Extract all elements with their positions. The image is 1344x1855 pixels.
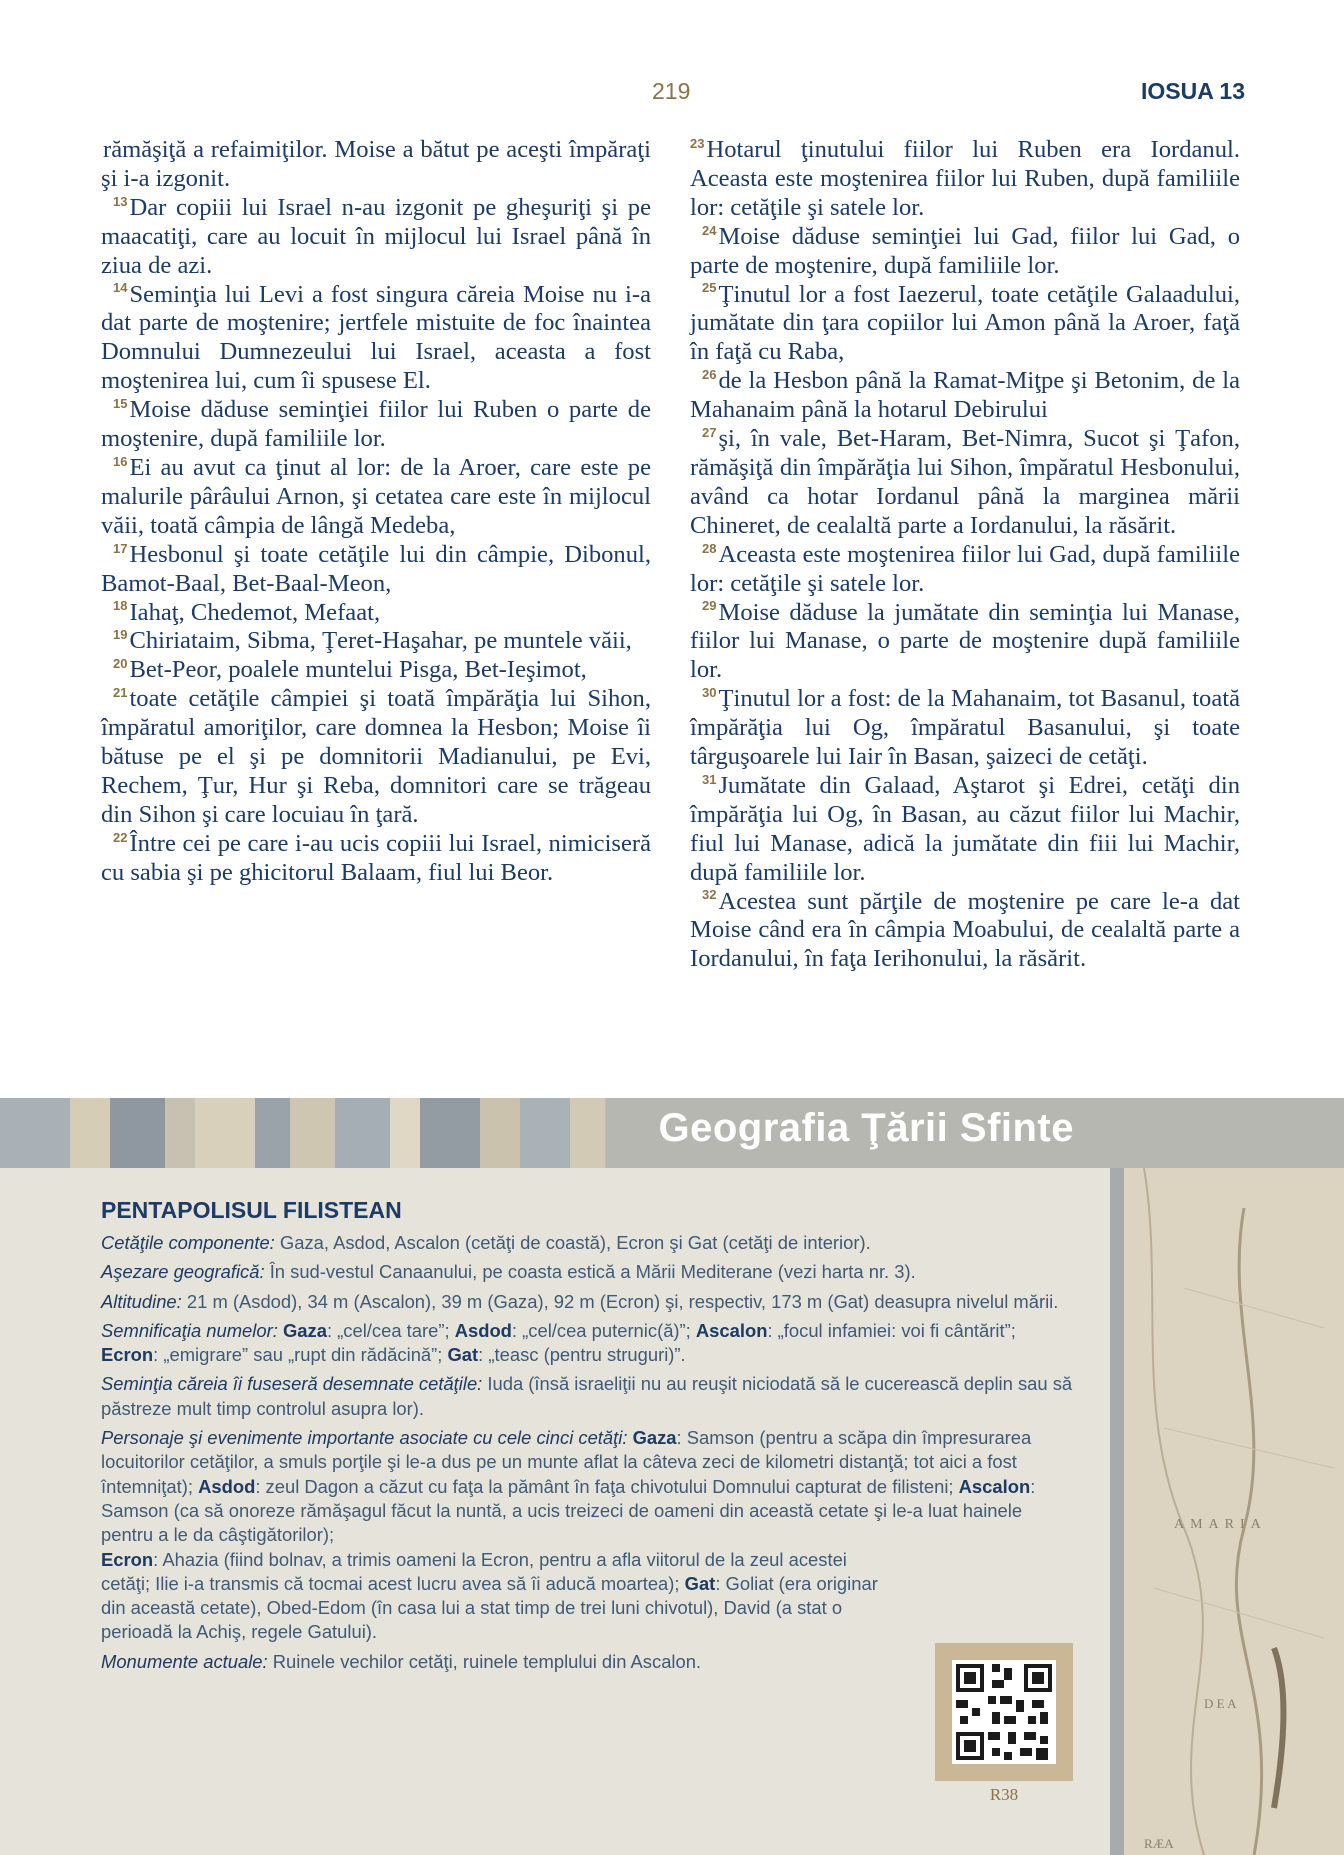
verse xyxy=(690,685,1240,772)
verse-text: Chiriataim, Sibma, Ţeret-Haşahar, pe muntele văii, xyxy=(129,627,632,655)
verse xyxy=(690,888,1240,975)
tribe-text: Iuda (însă israeliţii nu au reuşit niciodată să le cucerească deplin sau să păstreze mult timp controlul asupra lor). xyxy=(101,1373,1073,1419)
verse xyxy=(690,281,1240,368)
verse xyxy=(101,194,651,281)
qr-code[interactable] xyxy=(935,1643,1073,1781)
meaning-ecron-text: : „emigrare” sau „rupt din rădăcină”; xyxy=(153,1344,448,1366)
verse-number: 30 xyxy=(702,685,717,701)
components-paragraph xyxy=(101,1231,1074,1255)
map-background-image xyxy=(1124,1168,1344,1855)
meaning-ecron: Ecron xyxy=(101,1344,154,1366)
pentapolis-info xyxy=(101,1196,1074,1679)
verse-number: 26 xyxy=(702,367,717,383)
verse-number: 22 xyxy=(113,829,128,845)
people-ascalon-text: : Samson (ca să onoreze rămăşagul făcut la nuntă, a ucis treizeci de oameni din această cetate şi le-a luat hainele pentru a le da câştigătorilor); xyxy=(101,1475,1036,1546)
verse-text: Hotarul ţinutului fiilor lui Ruben era Iordanul. Aceasta este moştenirea fiilor lui Ruben, după familiile lor: cetăţile şi satele lor. xyxy=(690,136,1240,221)
verse-text: Bet-Peor, poalele muntelui Pisga, Bet-Ieşimot, xyxy=(129,656,587,684)
verse-text: Iahaţ, Chedemot, Mefaat, xyxy=(129,598,381,626)
verse-number: 19 xyxy=(113,627,128,643)
old-map-illustration xyxy=(1124,1168,1344,1855)
verse-number: 17 xyxy=(113,540,128,556)
people-asdod-text: : zeul Dagon a căzut cu faţa la pământ în faţa chivotului Domnului capturat de filisteni; xyxy=(255,1475,959,1497)
verse xyxy=(690,541,1240,599)
verse xyxy=(101,656,651,685)
verse-text: şi, în vale, Bet-Haram, Bet-Nimra, Sucot şi Ţafon, rămăşiţă din împărăţia lui Sihon, împăratul Hesbonului, având ca hotar Iordanul până la marginea mării Chineret, de cealaltă parte a Iordanului, la răsărit. xyxy=(690,425,1240,539)
verse xyxy=(690,136,1240,223)
verse-text: Acestea sunt părţile de moştenire pe care le-a dat Moise când era în câmpia Moabului, de cealaltă parte a Iordanului, în faţa Ierihonului, la răsărit. xyxy=(690,887,1240,973)
verse xyxy=(690,223,1240,281)
panel-divider xyxy=(1110,1168,1124,1855)
altitude-paragraph xyxy=(101,1290,1074,1314)
verse-text: Între cei pe care i-au ucis copiii lui Israel, nimiciseră cu sabia şi pe ghicitorul Balaam, fiul lui Beor. xyxy=(101,829,651,886)
map-label-samaria: AMARIA xyxy=(1174,1517,1267,1532)
verse-text: Ei au avut ca ţinut al lor: de la Aroer, care este pe malurile pârâului Arnon, şi cetatea care este în mijlocul văii, toată câmpia de lângă Medeba, xyxy=(101,453,651,539)
location-text: În sud-vestul Canaanului, pe coasta estică a Mării Mediterane (vezi harta nr. 3). xyxy=(264,1261,916,1283)
verse-number: 14 xyxy=(113,280,128,296)
altitude-text: 21 m (Asdod), 34 m (Ascalon), 39 m (Gaza), 92 m (Ecron) şi, respectiv, 173 m (Gat) deasupra nivelul mării. xyxy=(181,1290,1059,1312)
qr-code-pattern xyxy=(952,1660,1056,1764)
people-gat: Gat xyxy=(684,1572,716,1594)
section-banner xyxy=(0,1098,1344,1168)
verse xyxy=(101,136,651,194)
people-label: Personaje şi evenimente importante asociate cu cele cinci cetăţi: xyxy=(101,1427,628,1449)
verse-number: 21 xyxy=(113,685,128,701)
verse-text: Hesbonul şi toate cetăţile lui din câmpie, Dibonul, Bamot-Baal, Bet-Baal-Meon, xyxy=(101,540,651,597)
verse-text: Aceasta este moştenirea fiilor lui Gad, după familiile lor: cetăţile şi satele lor. xyxy=(690,540,1240,597)
verse-text: toate cetăţile câmpiei şi toată împărăţia lui Sihon, împăratul amoriţilor, care domnea la Hesbon; Moise îi bătuse pe el şi pe domnitorii Madianului, pe Evi, Rechem, Ţur, Hur şi Reba, domnitori care se trăgeau din Sihon şi care locuiau în ţară. xyxy=(101,685,651,828)
verse-text: Moise dăduse seminţiei lui Gad, fiilor lui Gad, o parte de moştenire, după familiile lor. xyxy=(690,222,1240,279)
meaning-asdod-text: : „cel/cea puternic(ă)”; xyxy=(511,1319,696,1341)
verse-number: 20 xyxy=(113,656,128,672)
meaning-gaza-text: : „cel/cea tare”; xyxy=(326,1319,455,1341)
verse xyxy=(101,599,651,628)
meaning-gaza: Gaza xyxy=(282,1319,327,1341)
page-number: 219 xyxy=(652,78,691,104)
verse-number: 29 xyxy=(702,598,717,614)
verse-number: 13 xyxy=(113,193,128,209)
location-paragraph xyxy=(101,1260,1074,1284)
verse-text: de la Hesbon până la Ramat-Miţpe şi Betonim, de la Mahanaim până la hotarul Debirului xyxy=(690,367,1240,424)
banner-title: Geografia Ţării Sfinte xyxy=(658,1106,1074,1150)
verse-number: 18 xyxy=(113,598,128,614)
verse xyxy=(101,627,651,656)
people-ascalon: Ascalon xyxy=(958,1475,1031,1497)
verse-number: 31 xyxy=(702,771,717,787)
people-asdod: Asdod xyxy=(198,1475,256,1497)
qr-code-label: R38 xyxy=(989,1785,1019,1804)
qr-modules xyxy=(952,1660,1056,1764)
verse-text: Moise dăduse la jumătate din seminţia lui Manase, fiilor lui Manase, o parte de moştenire după familiile lor. xyxy=(690,598,1240,684)
people-ecron-text: : Ahazia (fiind bolnav, a trimis oameni la Ecron, pentru a afla viitorul de la zeul acestei cetăţi; Ilie i-a transmis că tocmai acest lucru avea să îi aducă moartea); xyxy=(101,1548,847,1594)
verse-number: 23 xyxy=(690,135,705,151)
verse xyxy=(690,599,1240,686)
location-label: Aşezare geografică: xyxy=(101,1261,265,1283)
components-text: Gaza, Asdod, Ascalon (cetăţi de coastă), Ecron şi Gat (cetăţi de interior). xyxy=(274,1232,871,1253)
people-gaza: Gaza xyxy=(632,1427,677,1449)
meaning-gat-text: : „teasc (pentru struguri)”. xyxy=(478,1344,686,1366)
monuments-paragraph xyxy=(101,1650,1074,1674)
verse-number: 28 xyxy=(702,540,717,556)
verse xyxy=(101,396,651,454)
verse-number: 27 xyxy=(702,424,717,440)
meaning-ascalon: Ascalon xyxy=(695,1319,768,1341)
map-label-dea: D E A xyxy=(1204,1696,1237,1711)
verse xyxy=(101,541,651,599)
meaning-gat: Gat xyxy=(447,1344,479,1366)
monuments-text: Ruinele vechilor cetăţi, ruinele templului din Ascalon. xyxy=(267,1650,702,1672)
verse xyxy=(101,685,651,830)
verse-text: Jumătate din Galaad, Aştarot şi Edrei, cetăţi din împărăţia lui Og, în Basan, au căzut fiilor lui Machir, fiul lui Manase, adică la jumătate din fiii lui Machir, după familiile lor. xyxy=(690,771,1240,886)
verse xyxy=(101,830,651,888)
verse-text: Ţinutul lor a fost: de la Mahanaim, tot Basanul, toată împărăţia lui Og, împăratul Basanului, şi toate târguşoarele lui Iair în Basan, şaizeci de cetăţi. xyxy=(690,685,1240,771)
tribe-paragraph xyxy=(101,1372,1074,1421)
left-text-column xyxy=(101,136,651,888)
meaning-ascalon-text: : „focul infamiei: voi fi cântărit”; xyxy=(767,1319,1016,1341)
verse xyxy=(690,367,1240,425)
verse-text: rămăşiţă a refaimiţilor. Moise a bătut pe aceşti împăraţi şi i-a izgonit. xyxy=(101,136,651,192)
verse xyxy=(101,454,651,541)
meaning-asdod: Asdod xyxy=(454,1319,512,1341)
verse xyxy=(690,425,1240,541)
info-heading: PENTAPOLISUL FILISTEAN xyxy=(101,1197,402,1223)
verse-text: Moise dăduse seminţiei fiilor lui Ruben o parte de moştenire, după familiile lor. xyxy=(101,396,651,453)
verse xyxy=(101,281,651,397)
verse-number: 32 xyxy=(702,887,717,903)
monuments-label: Monumente actuale: xyxy=(101,1650,268,1672)
altitude-label: Altitudine: xyxy=(101,1290,182,1312)
tribe-label: Seminţia căreia îi fuseseră desemnate cetăţile: xyxy=(101,1373,483,1395)
right-text-column xyxy=(690,136,1240,974)
meaning-label: Semnificaţia numelor: xyxy=(101,1319,278,1341)
meaning-paragraph xyxy=(101,1319,1074,1368)
people-gaza-text: : Samson (pentru a scăpa din împresurarea locuitorilor cetăţilor, a smuls porţile şi le-a dus pe un munte aflat la câteva zeci de kilometri distanţă; tot aici a fost întemniţat); xyxy=(101,1427,1032,1497)
verse-text: Seminţia lui Levi a fost singura căreia Moise nu i-a dat parte de moştenire; jertfele mistuite de foc înaintea Domnului Dumnezeului lui Israel, aceasta a fost moştenirea lui, cum îi spusese El. xyxy=(101,280,651,395)
verse xyxy=(690,772,1240,888)
verse-number: 16 xyxy=(113,453,128,469)
people-ecron: Ecron xyxy=(101,1548,154,1570)
map-label-raea: RÆA xyxy=(1144,1836,1174,1851)
verse-number: 15 xyxy=(113,395,128,411)
verse-number: 24 xyxy=(702,222,717,238)
book-chapter-title: IOSUA 13 xyxy=(1141,78,1245,104)
components-label: Cetăţile componente: xyxy=(101,1232,275,1253)
verse-text: Dar copiii lui Israel n-au izgonit pe gheşuriţi şi pe maacatiţi, care au locuit în mijlocul lui Israel până în ziua de azi. xyxy=(101,193,651,279)
people-paragraph xyxy=(101,1426,1074,1645)
people-gat-text: : Goliat (era originar din această cetate), Obed-Edom (în casa lui a stat timp de trei luni chivotul), David (a stat o perioadă la Achiş, regele Gatului). xyxy=(101,1572,878,1643)
verse-text: Ţinutul lor a fost Iaezerul, toate cetăţile Galaadului, jumătate din ţara copiilor lui Amon până la Aroer, faţă în faţă cu Raba, xyxy=(690,280,1240,366)
verse-number: 25 xyxy=(702,280,717,296)
